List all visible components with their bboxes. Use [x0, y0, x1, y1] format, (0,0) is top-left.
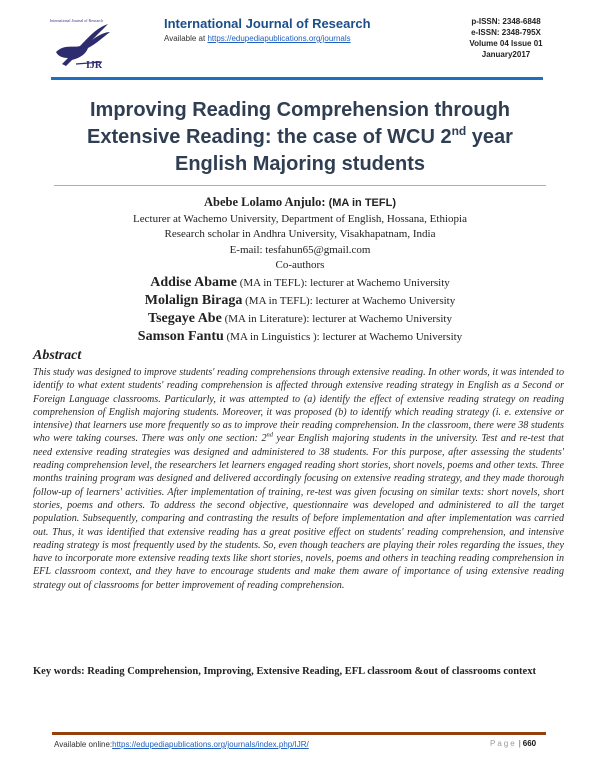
journal-logo [50, 18, 112, 74]
affiliation-1: Lecturer at Wachemo University, Department of English, Hossana, Ethiopia [133, 212, 467, 225]
volume-issue: Volume 04 Issue 01 [469, 39, 543, 48]
coauthor [30, 274, 570, 292]
header-divider [51, 77, 543, 80]
coauthor-detail: (MA in TEFL): lecturer at Wachemo University [236, 276, 450, 289]
coauthor-detail: (MA in TEFL): lecturer at Wachemo University [242, 294, 456, 307]
abstract-body [33, 366, 564, 592]
logo-abbrev: IJR [86, 60, 103, 71]
page-label: Page [490, 739, 517, 748]
footer-divider [52, 732, 546, 735]
logo-caption: International Journal of Research [50, 18, 104, 23]
title-line-2-end: year [466, 126, 513, 148]
main-author-name: Abebe Lolamo Anjulo: [203, 195, 326, 209]
footer-prefix: Available online: [54, 740, 113, 749]
coauthor-name: Samson Fantu [137, 328, 224, 344]
pegasus-logo-icon [50, 18, 112, 74]
journal-title: International Journal of Research [164, 16, 371, 31]
paper-title [60, 97, 540, 178]
page-number: 660 [522, 739, 537, 748]
abstract-text-1: This study was designed to improve students' reading comprehensions through extensive reading. In other words, it was intended to identify to what extent students' reading comprehension is affected through extensive reading strategy in English as a Second or Foreign Language classrooms. Particularly, it was attempted to (a) identify the effect of extensive reading strategy on reading comprehension of English majoring students. Moreover, it was proposed (b) to identify which reading strategy (i. e. extensive or intensive) that learners use more frequently so as to improve their reading comprehension. In the classroom, there were 38 students who were taking courses. There was only one section: 2 [33, 367, 564, 445]
keywords-label: Key words: [33, 666, 88, 677]
e-issn: e-ISSN: 2348-795X [471, 28, 541, 37]
footer-availability [54, 740, 309, 749]
coauthor [30, 310, 570, 328]
author-block [30, 195, 570, 346]
issn-block [452, 16, 560, 60]
coauthor [30, 292, 570, 310]
coauthor-detail: (MA in Linguistics ): lecturer at Wachemo University [223, 330, 463, 343]
title-line-3: English Majoring students [174, 153, 425, 175]
title-line-1: Improving Reading Comprehension through [90, 99, 510, 121]
availability-prefix: Available at [164, 34, 208, 43]
coauthor-name: Tsegaye Abe [148, 310, 222, 326]
title-superscript: nd [451, 124, 467, 138]
p-issn: p-ISSN: 2348-6848 [471, 17, 541, 26]
title-line-2-text: Extensive Reading: the case of WCU 2 [87, 126, 452, 148]
issue-date: January2017 [481, 50, 531, 59]
coauthor-name: Addise Abame [150, 274, 237, 290]
title-divider [54, 185, 546, 186]
main-author [30, 195, 570, 212]
coauthor-detail: (MA in Literature): lecturer at Wachemo University [221, 312, 452, 325]
abstract-heading: Abstract [33, 348, 82, 363]
keywords-text: Reading Comprehension, Improving, Extensive Reading, EFL classroom &out of classrooms context [87, 666, 536, 677]
journal-link[interactable]: https://edupediapublications.org/journals [207, 34, 351, 43]
keywords [33, 665, 564, 679]
coauthor-name: Molalign Biraga [144, 292, 243, 308]
main-author-degree: (MA in TEFL) [325, 197, 396, 209]
coauthors-label: Co-authors [275, 259, 325, 271]
coauthor [30, 328, 570, 346]
author-email[interactable]: E-mail: tesfahun65@gmail.com [229, 243, 371, 256]
abstract-superscript: nd [266, 432, 274, 440]
title-line-2 [60, 124, 540, 151]
page-indicator [490, 739, 536, 748]
footer-link[interactable]: https://edupediapublications.org/journals/index.php/IJR/ [112, 740, 309, 749]
abstract-text-2: year English majoring students in the university. Test and re-test that need extensive reading strategies was designed and administered to 38 students. For this purpose, after assessing the students' reading comprehension level, the researchers let learners engaged reading short stories, short novels, poems and other texts. Three months training program was designed and delivered accordingly focusing on extensive reading strategy, and they made thorough follow-up of learners' activities. After implementation of training, re-test was given focusing on similar texts: short novels, short stories, poems and others. To address the second objective, questionnaire was developed and administered to all the target population. Subsequently, comparing and contrasting the results of before implementation and after implementation was carried out. Thus, it was identified that extensive reading has a great positive effect on students' reading comprehension, and intensive reading strategy is most frequently used by the students. So, even though teachers are playing their roles regarding the issues, they have to incorporate more extensive reading texts like short stories, novels, poems and others in teaching reading comprehension in EFL classroom context, and they have to encourage students and make them aware of importance of using extensive reading strategy out of classrooms for better improvement of reading comprehension. [33, 433, 564, 591]
page-separator: | [518, 739, 521, 748]
journal-availability [164, 34, 351, 43]
affiliation-2: Research scholar in Andhra University, Visakhapatnam, India [164, 228, 436, 240]
